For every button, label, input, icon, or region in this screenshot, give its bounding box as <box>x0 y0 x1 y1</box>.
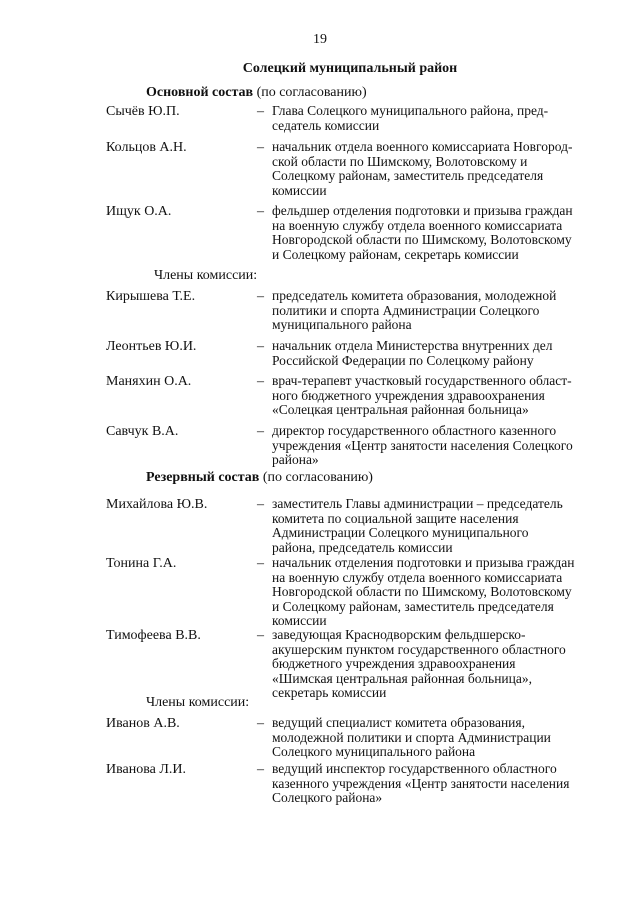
position-line: политики и спорта Администрации Солецкого <box>272 302 540 318</box>
position-line: начальник отделения подготовки и призыва граждан <box>272 555 575 570</box>
position-line: Российской Федерации по Солецкому району <box>272 352 534 368</box>
dash: – <box>257 339 264 354</box>
position-line: района, председатель комиссии <box>272 539 453 555</box>
dash: – <box>257 628 264 643</box>
member-position <box>272 556 612 629</box>
reserve-section-heading-note: (по согласованию) <box>259 470 373 485</box>
position-line: секретарь комиссии <box>272 685 387 700</box>
position-line: на военную службу отдела военного комиссариата <box>272 569 563 585</box>
document-title: Солецкий муниципальный район <box>242 61 458 76</box>
position-line: Солецкому районам, заместитель председателя <box>272 168 544 183</box>
member-name: Савчук В.А. <box>106 424 179 439</box>
member-name: Михайлова Ю.В. <box>106 497 208 512</box>
position-line: района» <box>272 452 319 467</box>
position-line: председатель комитета образования, молодежной <box>272 288 557 303</box>
position-line: комиссии <box>272 182 327 198</box>
position-line: ведущий инспектор государственного областного <box>272 761 557 776</box>
reserve-section-heading <box>146 470 373 486</box>
position-line: учреждения «Центр занятости населения Солецкого <box>272 437 573 453</box>
position-line: Новгородской области по Шимскому, Волотовскому <box>272 584 572 599</box>
main-section-heading <box>146 85 367 101</box>
member-name: Сычёв Ю.П. <box>106 104 180 119</box>
dash: – <box>257 762 264 777</box>
member-position <box>272 374 612 418</box>
position-line: фельдшер отделения подготовки и призыва граждан <box>272 203 573 218</box>
member-name: Иванова Л.И. <box>106 762 186 777</box>
member-position <box>272 716 612 760</box>
position-line: казенного учреждения «Центр занятости населения <box>272 775 570 791</box>
member-position <box>272 497 612 555</box>
dash: – <box>257 556 264 571</box>
position-line: и Солецкому районам, секретарь комиссии <box>272 246 519 262</box>
member-position <box>272 140 612 198</box>
position-line: ведущий специалист комитета образования, <box>272 715 525 730</box>
dash: – <box>257 716 264 731</box>
position-line: молодежной политики и спорта Администрации <box>272 729 551 745</box>
position-line: муниципального района <box>272 317 412 332</box>
position-line: и Солецкому районам, заместитель председателя <box>272 598 554 614</box>
position-line: комиссии <box>272 613 327 628</box>
member-position <box>272 762 612 806</box>
position-line: Администрации Солецкого муниципального <box>272 525 529 540</box>
dash: – <box>257 289 264 304</box>
page-number: 19 <box>313 32 327 47</box>
member-name: Кирышева Т.Е. <box>106 289 196 304</box>
member-position <box>272 628 612 701</box>
reserve-members-heading: Члены комиссии: <box>146 695 250 710</box>
dash: – <box>257 204 264 219</box>
position-line: Новгородской области по Шимскому, Волотовскому <box>272 232 572 247</box>
dash: – <box>257 374 264 389</box>
dash: – <box>257 104 264 119</box>
position-line: акушерским пунктом государственного областного <box>272 641 566 657</box>
position-line: врач-терапевт участковый государственного област- <box>272 373 572 388</box>
position-line: заведующая Краснодворским фельдшерско- <box>272 627 526 642</box>
reserve-section-heading-bold: Резервный состав <box>146 470 260 485</box>
member-name: Ищук О.А. <box>106 204 172 219</box>
member-name: Тонина Г.А. <box>106 556 177 571</box>
member-position <box>272 339 612 368</box>
dash: – <box>257 497 264 512</box>
main-section-heading-bold: Основной состав <box>146 85 254 100</box>
position-line: Солецкого муниципального района <box>272 744 476 759</box>
member-name: Леонтьев Ю.И. <box>106 339 197 354</box>
member-position <box>272 289 612 333</box>
position-line: начальник отдела Министерства внутренних дел <box>272 338 553 353</box>
position-line: начальник отдела военного комиссариата Новгород- <box>272 139 573 154</box>
position-line: «Солецкая центральная районная больница» <box>272 402 529 417</box>
position-line: заместитель Главы администрации – председатель <box>272 496 563 511</box>
dash: – <box>257 140 264 155</box>
main-members-heading: Члены комиссии: <box>154 268 258 283</box>
member-name: Тимофеева В.В. <box>106 628 201 643</box>
member-name: Иванов А.В. <box>106 716 180 731</box>
main-section-heading-note: (по согласованию) <box>253 85 367 100</box>
member-name: Кольцов А.Н. <box>106 140 187 155</box>
dash: – <box>257 424 264 439</box>
position-line: директор государственного областного казенного <box>272 423 557 438</box>
position-line: на военную службу отдела военного комиссариата <box>272 217 563 233</box>
position-line: Солецкого района» <box>272 790 383 805</box>
position-line: седатель комиссии <box>272 117 380 133</box>
member-position <box>272 424 612 468</box>
member-position <box>272 104 612 133</box>
member-name: Маняхин О.А. <box>106 374 192 389</box>
position-line: ской области по Шимскому, Волотовскому и <box>272 153 528 169</box>
position-line: комитета по социальной защите населения <box>272 510 519 526</box>
position-line: «Шимская центральная районная больница», <box>272 670 532 686</box>
position-line: бюджетного учреждения здравоохранения <box>272 656 516 671</box>
position-line: ного бюджетного учреждения здравоохранения <box>272 387 545 403</box>
member-position <box>272 204 612 262</box>
position-line: Глава Солецкого муниципального района, пред- <box>272 103 549 118</box>
